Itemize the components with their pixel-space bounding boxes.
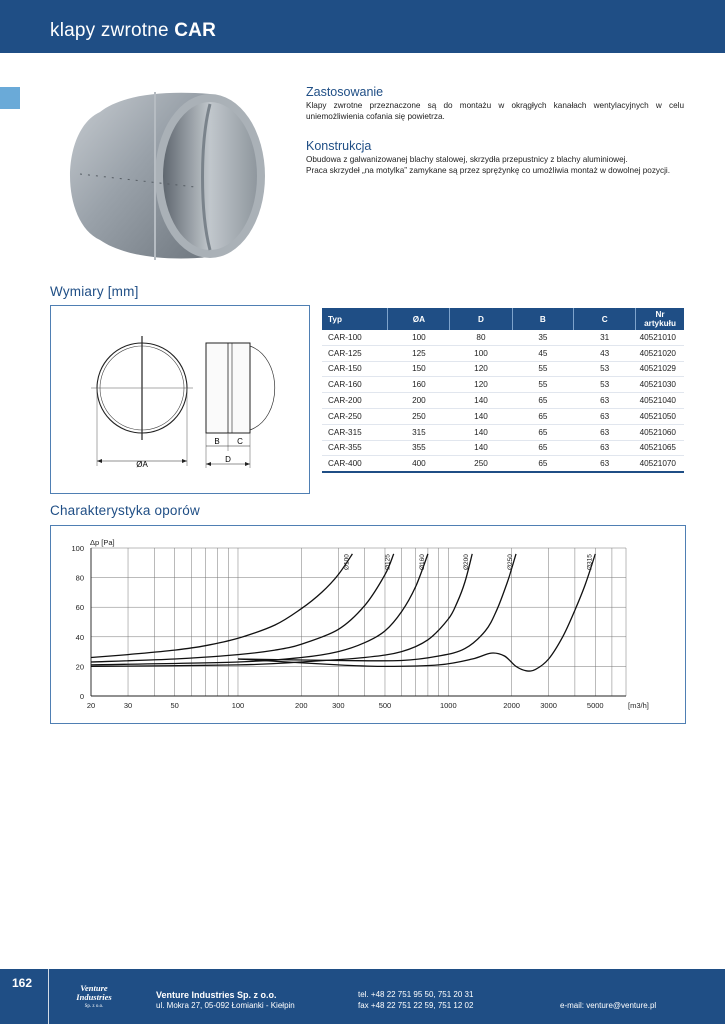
table-cell: 140 <box>450 440 512 456</box>
table-cell: 45 <box>512 345 574 361</box>
page-header <box>0 0 725 53</box>
y-tick-label: 60 <box>75 603 84 613</box>
dimension-drawing-box <box>50 305 310 494</box>
table-cell: 40521020 <box>636 345 684 361</box>
chart-box <box>50 525 686 724</box>
table-cell: 40521060 <box>636 424 684 440</box>
konstrukcja-line-2: Praca skrzydeł „na motylka” zamykane są przez sprężynkę co umożliwia montaż w dowolnej pozycji. <box>306 166 671 175</box>
zastosowanie-title: Zastosowanie <box>306 85 384 99</box>
label-b: B <box>214 437 220 446</box>
y-tick-label: 0 <box>79 692 84 701</box>
dimensions-section-title: Wymiary [mm] <box>50 284 139 299</box>
table-row <box>322 377 684 393</box>
header-d: D <box>450 308 512 330</box>
page-title-bold: CAR <box>174 20 217 41</box>
table-cell: 65 <box>512 424 574 440</box>
fax-numbers: fax +48 22 751 22 59, 751 12 02 <box>358 1001 474 1010</box>
x-tick-label: 1000 <box>439 701 457 710</box>
chart-section-title: Charakterystyka oporów <box>50 503 200 518</box>
konstrukcja-line-1: Obudowa z galwanizowanej blachy stalowej, skrzydła przepustnicy z blachy aluminiowej. <box>306 155 628 164</box>
x-tick-label: 200 <box>295 701 308 710</box>
header-typ: Typ <box>322 308 388 330</box>
table-cell: 63 <box>574 440 636 456</box>
table-cell: 65 <box>512 456 574 472</box>
dimensions-table <box>322 308 684 473</box>
table-cell: CAR-200 <box>322 393 388 409</box>
header-nr-artykulu: Nr artykułu <box>636 308 684 330</box>
table-cell: 31 <box>574 330 636 345</box>
logo-line-1: Venture <box>80 983 108 993</box>
table-cell: 160 <box>388 377 450 393</box>
header-c: C <box>574 308 636 330</box>
series-label: Ø250 <box>507 554 514 570</box>
table-cell: 125 <box>388 345 450 361</box>
zastosowanie-text: Klapy zwrotne przeznaczone są do montażu w okrągłych kanałach wentylacyjnych w celu uniemożliwienia cofania się powietrza. <box>306 101 684 121</box>
x-tick-label: 50 <box>170 701 179 710</box>
table-cell: 80 <box>450 330 512 345</box>
table-cell: 63 <box>574 424 636 440</box>
table-cell: 40521065 <box>636 440 684 456</box>
table-cell: 40521010 <box>636 330 684 345</box>
series-line <box>91 554 352 658</box>
table-cell: 200 <box>388 393 450 409</box>
resistance-chart <box>51 526 685 723</box>
table-cell: 55 <box>512 361 574 377</box>
x-axis-label: [m3/h] <box>628 701 649 710</box>
page-title: klapy zwrotne CAR <box>50 20 217 41</box>
table-cell: 315 <box>388 424 450 440</box>
x-tick-label: 5000 <box>586 701 604 710</box>
table-cell: 63 <box>574 393 636 409</box>
series-line <box>91 554 428 665</box>
logo-line-3: Sp. z o.o. <box>84 1004 104 1009</box>
table-row <box>322 361 684 377</box>
table-row <box>322 330 684 345</box>
side-tab-marker <box>0 87 20 109</box>
series-label: Ø315 <box>586 554 594 570</box>
x-tick-label: 300 <box>332 701 345 710</box>
table-cell: 150 <box>388 361 450 377</box>
table-cell: 120 <box>450 377 512 393</box>
email-address: e-mail: venture@venture.pl <box>560 1001 657 1010</box>
x-tick-label: 3000 <box>540 701 557 710</box>
page-number: 162 <box>12 976 33 990</box>
table-row <box>322 456 684 472</box>
table-cell: 43 <box>574 345 636 361</box>
label-c: C <box>237 437 243 446</box>
table-cell: 35 <box>512 330 574 345</box>
table-cell: 40521050 <box>636 408 684 424</box>
label-a: ØA <box>136 460 148 469</box>
table-cell: 100 <box>450 345 512 361</box>
table-cell: 53 <box>574 377 636 393</box>
table-cell: CAR-400 <box>322 456 388 472</box>
series-label: Ø100 <box>343 554 351 570</box>
konstrukcja-title: Konstrukcja <box>306 139 372 153</box>
table-cell: CAR-355 <box>322 440 388 456</box>
label-d: D <box>225 455 231 464</box>
table-cell: 140 <box>450 424 512 440</box>
header-diameter: ØA <box>388 308 450 330</box>
y-tick-label: 100 <box>71 544 84 553</box>
page-footer <box>0 969 725 1024</box>
series-line <box>238 554 595 671</box>
table-row <box>322 345 684 361</box>
table-cell: 65 <box>512 393 574 409</box>
x-tick-label: 500 <box>378 701 392 710</box>
company-address: ul. Mokra 27, 05-092 Łomianki - Kiełpin <box>156 1001 295 1010</box>
table-cell: 55 <box>512 377 574 393</box>
logo-line-2: Industries <box>76 992 112 1002</box>
table-cell: CAR-250 <box>322 408 388 424</box>
company-name: Venture Industries Sp. z o.o. <box>156 990 277 1000</box>
dimensions-table-body <box>322 330 684 472</box>
table-cell: 250 <box>450 456 512 472</box>
footer-divider <box>48 969 49 1024</box>
table-header-row <box>322 308 684 330</box>
header-b: B <box>512 308 574 330</box>
x-tick-label: 100 <box>231 701 245 710</box>
table-cell: 65 <box>512 408 574 424</box>
table-cell: 100 <box>388 330 450 345</box>
table-cell: CAR-100 <box>322 330 388 345</box>
series-label: Ø160 <box>418 554 426 570</box>
x-tick-label: 20 <box>86 701 96 710</box>
table-cell: 140 <box>450 393 512 409</box>
table-row <box>322 440 684 456</box>
table-cell: 250 <box>388 408 450 424</box>
table-cell: 355 <box>388 440 450 456</box>
table-cell: 120 <box>450 361 512 377</box>
product-image <box>60 82 275 267</box>
y-tick-label: 40 <box>75 632 84 642</box>
table-row <box>322 424 684 440</box>
table-cell: 40521029 <box>636 361 684 377</box>
table-cell: 40521030 <box>636 377 684 393</box>
table-cell: 400 <box>388 456 450 472</box>
table-cell: 53 <box>574 361 636 377</box>
table-cell: 63 <box>574 408 636 424</box>
company-logo <box>68 984 120 1011</box>
x-tick-label: 30 <box>123 701 133 710</box>
table-row <box>322 408 684 424</box>
series-label: Ø125 <box>384 554 392 570</box>
y-tick-label: 80 <box>75 573 84 583</box>
table-cell: 40521070 <box>636 456 684 472</box>
table-cell: CAR-315 <box>322 424 388 440</box>
dimension-drawing <box>51 306 309 493</box>
phone-numbers: tel. +48 22 751 95 50, 751 20 31 <box>358 990 474 999</box>
x-tick-label: 2000 <box>503 701 520 710</box>
table-cell: CAR-150 <box>322 361 388 377</box>
table-cell: 65 <box>512 440 574 456</box>
table-cell: 40521040 <box>636 393 684 409</box>
table-cell: 63 <box>574 456 636 472</box>
table-cell: CAR-125 <box>322 345 388 361</box>
series-label: Ø200 <box>463 554 471 570</box>
table-cell: 140 <box>450 408 512 424</box>
table-cell: CAR-160 <box>322 377 388 393</box>
y-tick-label: 20 <box>75 662 84 672</box>
y-axis-label: Δp [Pa] <box>90 538 115 547</box>
table-row <box>322 393 684 409</box>
